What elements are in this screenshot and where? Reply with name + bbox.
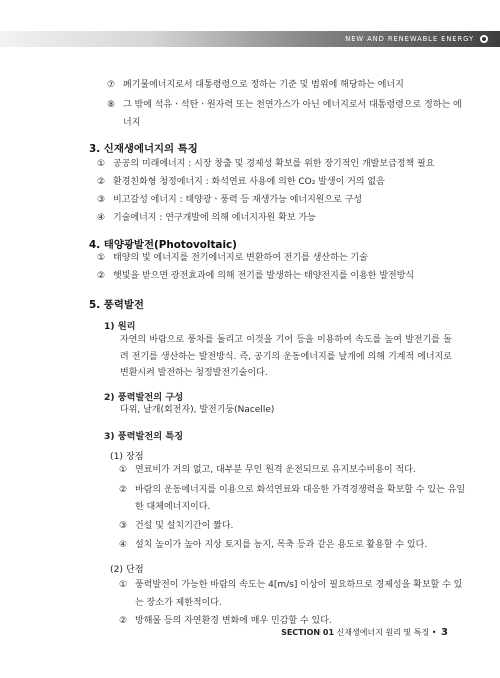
list-item xyxy=(107,77,404,94)
list-text: 연료비가 거의 없고, 대부분 무인 원격 운전되므로 유지보수비용이 적다. xyxy=(135,465,416,475)
subsection-heading: 2) 풍력발전의 구성 xyxy=(104,392,184,403)
list-marker: ① xyxy=(119,580,128,590)
list-marker: ② xyxy=(119,616,128,626)
list-item xyxy=(119,537,427,554)
list-marker: ④ xyxy=(119,540,128,550)
page-footer xyxy=(281,627,448,638)
list-item xyxy=(119,462,416,479)
list-text: 태양의 빛 에너지를 전기에너지로 변환하여 전기를 생산하는 기술 xyxy=(113,253,368,263)
list-marker: ① xyxy=(97,159,106,169)
list-text: 그 밖에 석유ㆍ석탄ㆍ원자력 또는 천연가스가 아닌 에너지로서 대통령령으로 정하는 에 xyxy=(123,100,462,110)
list-item xyxy=(97,210,316,227)
list-item-continuation: 는 장소가 제한적이다. xyxy=(135,598,222,608)
list-text: 비고갈성 에너지 : 태양광ㆍ풍력 등 재생가능 에너지원으로 구성 xyxy=(113,195,363,205)
list-text: 바람의 운동에너지를 이용으로 화석연료와 대응한 가격경쟁력을 확보할 수 있는 유일 xyxy=(135,485,466,495)
list-marker: ② xyxy=(119,485,128,495)
list-marker: ③ xyxy=(119,521,128,531)
list-marker: ② xyxy=(97,177,106,187)
list-item xyxy=(97,268,414,285)
list-item xyxy=(119,518,233,535)
list-item xyxy=(119,482,465,499)
subsection-heading: 3) 풍력발전의 특징 xyxy=(104,431,184,442)
running-header: NEW AND RENEWABLE ENERGY xyxy=(345,35,474,43)
body-text: 다위, 날개(회전자), 발전기둥(Nacelle) xyxy=(120,405,275,415)
list-item xyxy=(119,577,462,594)
list-marker: ③ xyxy=(97,195,106,205)
footer-section-label: SECTION 01 xyxy=(281,628,335,637)
list-text: 풍력발전이 가능한 바람의 속도는 4[m/s] 이상이 필요하므로 경제성을 확보할 수 있 xyxy=(135,580,463,590)
list-text: 기술에너지 : 연구개발에 의해 에너지자원 확보 가능 xyxy=(113,213,316,223)
list-marker: ② xyxy=(97,271,106,281)
list-marker: ① xyxy=(97,253,106,263)
footer-title: 신재생에너지 원리 및 특징 xyxy=(336,628,430,637)
section-heading: 3. 신재생에너지의 특징 xyxy=(89,143,198,155)
header-circle-icon xyxy=(480,35,488,43)
body-paragraph: 자연의 바람으로 풍차를 돌리고 이것을 기어 등을 이용하여 속도를 높여 발전기를 돌려 전기를 생산하는 발전방식. 즉, 공기의 운동에너지를 날개에 의해 기계적 에너지로 변환시켜 발전하는 청정발전기술이다. xyxy=(120,335,452,378)
list-item xyxy=(107,97,462,114)
list-text: 방해물 등의 자연환경 변화에 매우 민감할 수 있다. xyxy=(135,616,332,626)
list-text: 햇빛을 받으면 광전효과에 의해 전기를 발생하는 태양전지를 이용한 발전방식 xyxy=(113,271,415,281)
list-item-continuation: 한 대체에너지이다. xyxy=(135,502,211,512)
list-text: 환경친화형 청정에너지 : 화석연료 사용에 의한 CO₂ 발생이 거의 없음 xyxy=(113,177,385,187)
section-heading: 5. 풍력발전 xyxy=(89,299,144,311)
footer-bullet: • xyxy=(431,628,437,637)
list-item xyxy=(97,250,368,267)
section-heading: 4. 태양광발전(Photovoltaic) xyxy=(89,239,237,251)
subsection-heading: 1) 원리 xyxy=(104,321,136,332)
sub-subsection-heading: (1) 장점 xyxy=(110,451,144,462)
list-item xyxy=(97,192,362,209)
list-item-continuation: 너지 xyxy=(123,118,141,128)
list-text: 설치 높이가 높아 지상 토지를 농지, 목축 등과 같은 용도로 활용할 수 있다. xyxy=(135,540,428,550)
list-item xyxy=(97,174,385,191)
list-text: 폐기물에너지로서 대통령령으로 정하는 기준 및 범위에 해당하는 에너지 xyxy=(123,80,404,90)
sub-subsection-heading: (2) 단점 xyxy=(110,564,144,575)
list-marker: ① xyxy=(119,465,128,475)
list-marker: ⑦ xyxy=(107,80,116,90)
list-text: 건설 및 설치기간이 짧다. xyxy=(135,521,234,531)
list-marker: ⑧ xyxy=(107,100,116,110)
page-number: 3 xyxy=(441,627,448,638)
list-item xyxy=(97,156,434,173)
list-marker: ④ xyxy=(97,213,106,223)
list-text: 공공의 미래에너지 : 시장 창출 및 경제성 확보를 위한 장기적인 개발보급정책 필요 xyxy=(113,159,435,169)
